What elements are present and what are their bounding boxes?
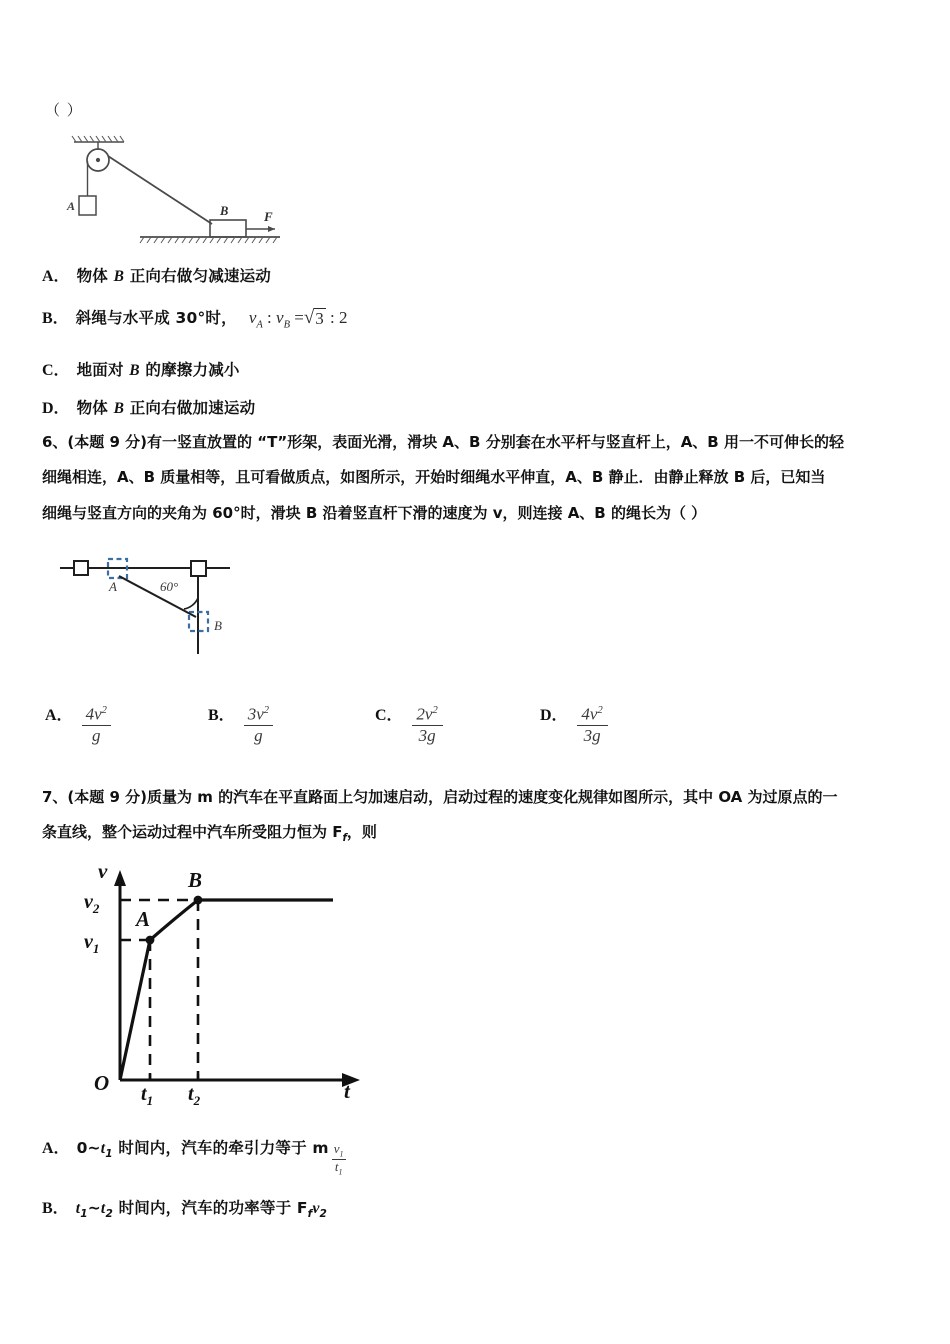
- q6-option-a-fraction: [82, 705, 111, 744]
- q7-stem-line2: 条直线，整个运动过程中汽车所受阻力恒为 $F_f$，则: [42, 823, 377, 844]
- q6-option-d-numerator: $4v^2$: [581, 705, 603, 724]
- q6-option-d-fraction: [577, 705, 608, 744]
- sqrt-icon: √ 3: [303, 307, 324, 328]
- svg-text:O: O: [94, 1071, 110, 1095]
- q6-option-b-fraction: [244, 705, 273, 744]
- q7-option-a-letter: A．: [42, 1140, 70, 1157]
- svg-text:t: t: [344, 1079, 350, 1103]
- tframe-diagram-svg: [52, 546, 282, 661]
- q6-option-d-letter: D．: [540, 707, 568, 724]
- q6-stem-line3: 细绳与竖直方向的夹角为 60°时，滑块 B 沿着竖直杆下滑的速度为 v，则连接 A、B 的绳长为（ ）: [42, 504, 707, 522]
- q7-option-a-numerator: $v_1$: [333, 1141, 344, 1159]
- q5-option-d-letter: D．: [42, 400, 70, 417]
- svg-text:60°: 60°: [160, 579, 179, 594]
- q6-option-a-denominator: g: [82, 725, 111, 745]
- q5-option-b-text: 斜绳与水平成 30°时，: [75, 309, 237, 327]
- q5-option-b-formula: $v_A$ : $v_B$ = √ 3 : 2: [248, 307, 348, 331]
- q7-option-a-fraction: [332, 1142, 346, 1177]
- q6-option-a-letter: A．: [45, 707, 73, 724]
- svg-text:B: B: [188, 868, 203, 892]
- q6-stem-line2: 细绳相连，A、B 质量相等，且可看做质点，如图所示，开始时细绳水平伸直，A、B 静止．由静止释放 B 后，已知当: [42, 468, 826, 486]
- svg-text:v: v: [98, 859, 108, 883]
- q5-option-a-text: 物体 B 正向右做匀减速运动: [76, 267, 272, 285]
- q5-option-a-letter: A．: [42, 268, 70, 285]
- q7-option-a-denominator: $t_1$: [332, 1159, 346, 1177]
- pulley-figure: [52, 126, 292, 251]
- svg-text:v1: $v_1$: [84, 931, 100, 956]
- q7-option-a[interactable]: [42, 1135, 348, 1177]
- q6-option-a-numerator: $4v^2$: [85, 705, 107, 724]
- svg-text:F: F: [264, 209, 273, 224]
- svg-text:t2: $t_2$: [188, 1083, 201, 1108]
- q6-option-a[interactable]: [45, 702, 113, 745]
- svg-text:A: A: [67, 199, 76, 213]
- q6-stem-line1: 6、(本题 9 分)有一竖直放置的 “T”形架，表面光滑，滑块 A、B 分别套在水平杆与竖直杆上，A、B 用一不可伸长的轻: [42, 433, 844, 451]
- svg-text:v2: $v_2$: [84, 891, 100, 916]
- velocity-time-graph: [48, 859, 378, 1108]
- svg-text:B: B: [214, 618, 222, 633]
- q6-option-c-numerator: $2v^2$: [416, 705, 438, 724]
- q6-option-d-denominator: 3g: [577, 725, 608, 745]
- q6-option-d[interactable]: [540, 702, 610, 745]
- q5-option-a[interactable]: [42, 263, 271, 286]
- q5-option-d[interactable]: [42, 395, 255, 418]
- q6-option-c-denominator: 3g: [412, 725, 443, 745]
- q6-option-c-fraction: [412, 705, 443, 744]
- svg-text:A: A: [109, 579, 117, 594]
- answer-paren-marker: （ ）: [45, 101, 83, 119]
- pulley-diagram-svg: [52, 126, 292, 246]
- q5-option-c[interactable]: [42, 357, 240, 380]
- tframe-figure: [52, 546, 282, 666]
- q5-option-d-text: 物体 B 正向右做加速运动: [76, 399, 256, 417]
- q5-option-c-text: 地面对 B 的摩擦力减小: [76, 361, 240, 379]
- q7-option-a-text: $0\sim t_1$ 时间内，汽车的牵引力等于 m: [76, 1139, 329, 1161]
- q5-option-b-letter: B．: [42, 310, 69, 327]
- q6-option-b-denominator: g: [244, 725, 273, 745]
- q5-option-b[interactable]: [42, 305, 348, 330]
- q6-option-c[interactable]: [375, 702, 445, 745]
- q7-option-b-text: $t_1\sim t_2$ 时间内，汽车的功率等于 $F_fv_2$: [75, 1199, 328, 1221]
- q7-stem-line1: 7、(本题 9 分)质量为 m 的汽车在平直路面上匀加速启动，启动过程的速度变化规律如图所示，其中 OA 为过原点的一: [42, 788, 838, 806]
- svg-text:t1: $t_1$: [141, 1083, 154, 1108]
- q7-option-b[interactable]: [42, 1195, 327, 1220]
- q6-option-b-letter: B．: [208, 707, 235, 724]
- q6-option-c-letter: C．: [375, 707, 403, 724]
- svg-text:A: A: [136, 907, 151, 931]
- q7-option-b-letter: B．: [42, 1200, 69, 1217]
- q6-option-b[interactable]: [208, 702, 275, 745]
- svg-text:B: B: [220, 204, 229, 218]
- q6-option-b-numerator: $3v^2$: [247, 705, 269, 724]
- q5-option-c-letter: C．: [42, 362, 70, 379]
- vt-graph-svg: [48, 859, 378, 1108]
